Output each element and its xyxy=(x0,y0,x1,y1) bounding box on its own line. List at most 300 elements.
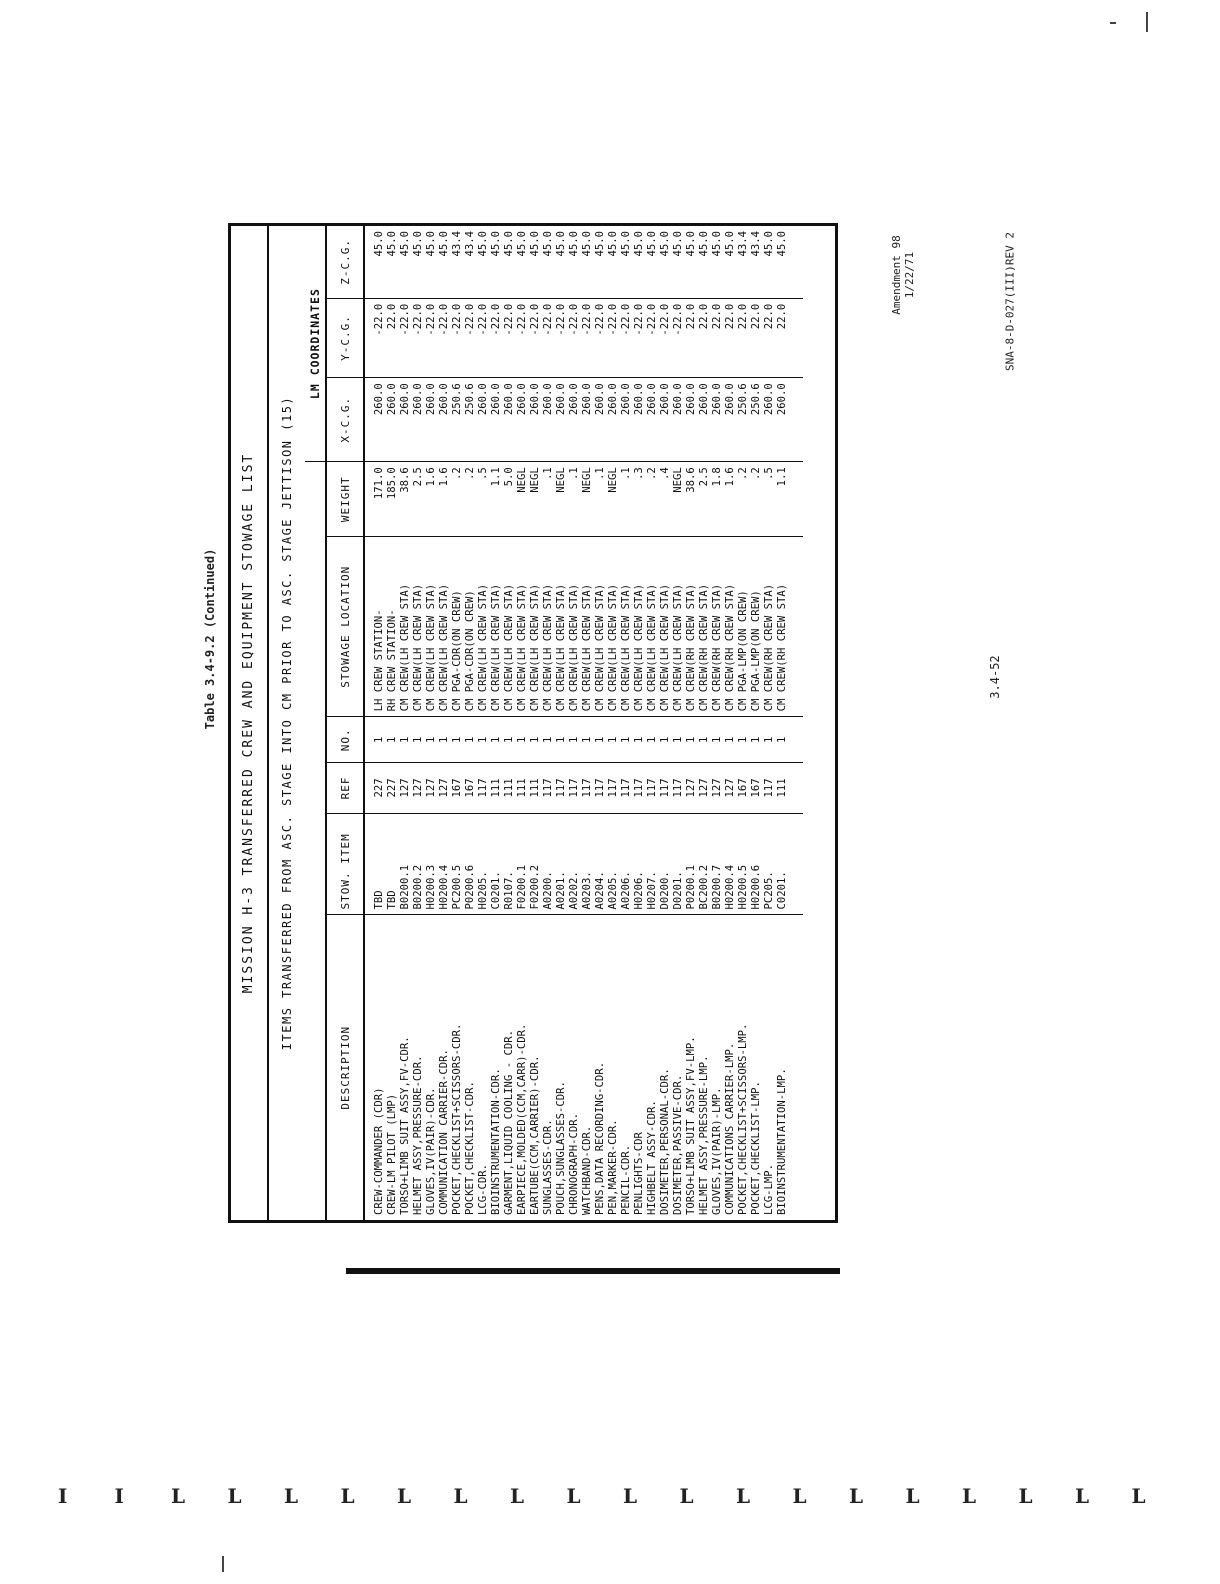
row-ref: 127 xyxy=(438,763,451,813)
scan-mark: L xyxy=(1018,1484,1033,1508)
row-weight: NEGL xyxy=(607,462,620,537)
row-ref: 117 xyxy=(477,763,490,813)
row-ref: 117 xyxy=(620,763,633,813)
row-z-cg: 43.4 xyxy=(451,231,463,257)
row-y-cg: -22.0 xyxy=(464,298,477,377)
row-description: BIOINSTRUMENTATION-LMP. xyxy=(776,915,789,1220)
stowage-table xyxy=(228,223,838,1223)
row-location: CM CREW(RH CREW STA) xyxy=(724,537,737,717)
row-no: 1 xyxy=(464,717,477,763)
document-number: SNA-8-D-027(III)REV 2 xyxy=(1003,231,1017,372)
scan-mark: L xyxy=(284,1484,299,1508)
row-y-cg: -22.0 xyxy=(529,298,542,377)
row-z-cg: 43.4 xyxy=(737,231,749,257)
row-ref: 127 xyxy=(425,763,438,813)
row-weight: .1 xyxy=(620,462,633,537)
row-location: CM CREW(LH CREW STA) xyxy=(438,537,451,717)
row-y-cg: -22.0 xyxy=(490,298,503,377)
row-y-cg: -22.0 xyxy=(581,298,594,377)
row-z-cg: 45.0 xyxy=(581,231,593,257)
row-location: CM CREW(RH CREW STA) xyxy=(711,537,724,717)
scan-mark: L xyxy=(623,1484,638,1508)
row-x-cg: 260.0 xyxy=(503,378,516,462)
row-x-cg: 260.0 xyxy=(659,378,672,462)
row-weight: .2 xyxy=(464,462,477,537)
row-x-cg: 260.0 xyxy=(438,378,451,462)
table-row xyxy=(620,226,633,1220)
row-x-cg: 260.0 xyxy=(594,378,607,462)
row-ref: 227 xyxy=(364,763,386,813)
row-x-cg: 260.0 xyxy=(633,378,646,462)
row-stow-item: R0107. xyxy=(503,813,516,915)
row-z-cg: 45.0 xyxy=(529,231,541,257)
row-location: CM CREW(RH CREW STA) xyxy=(776,537,789,717)
row-ref: 111 xyxy=(776,763,789,813)
row-description: CREW-LM PILOT (LMP) xyxy=(386,915,399,1220)
amendment-note xyxy=(890,220,916,330)
row-stow-item: PC205. xyxy=(763,813,776,915)
row-no: 1 xyxy=(438,717,451,763)
table-row xyxy=(438,226,451,1220)
row-description: PENCIL-CDR. xyxy=(620,915,633,1220)
scan-mark: L xyxy=(510,1484,525,1508)
row-z-cg: 45.0 xyxy=(373,231,385,257)
row-no: 1 xyxy=(594,717,607,763)
row-location: CM CREW(LH CREW STA) xyxy=(672,537,685,717)
table-row xyxy=(386,226,399,1220)
row-ref: 167 xyxy=(737,763,750,813)
row-ref: 227 xyxy=(386,763,399,813)
table-row xyxy=(737,226,750,1220)
table-row xyxy=(425,226,438,1220)
col-location: STOWAGE LOCATION xyxy=(326,537,364,717)
row-no: 1 xyxy=(399,717,412,763)
row-no: 1 xyxy=(763,717,776,763)
row-stow-item: P0200.1 xyxy=(685,813,698,915)
row-location: CM CREW(LH CREW STA) xyxy=(529,537,542,717)
col-no: NO. xyxy=(326,717,364,763)
row-z-cg: 45.0 xyxy=(724,231,736,257)
row-z-cg: 45.0 xyxy=(594,231,606,257)
scan-mark: L xyxy=(792,1484,807,1508)
table-row xyxy=(659,226,672,1220)
row-stow-item: A0203. xyxy=(581,813,594,915)
scan-mark: L xyxy=(905,1484,920,1508)
row-description: EARPIECE,MOLDED(CCM,CARR)-CDR. xyxy=(516,915,529,1220)
col-z-cg: Z-C.G. xyxy=(326,226,364,298)
table-row xyxy=(776,226,789,1220)
row-weight: 1.1 xyxy=(490,462,503,537)
row-location: CM PGA-LMP(ON CREW) xyxy=(737,537,750,717)
row-stow-item: H0200.5 xyxy=(737,813,750,915)
row-x-cg: 260.0 xyxy=(672,378,685,462)
row-x-cg: 260.0 xyxy=(711,378,724,462)
scan-mark: L xyxy=(849,1484,864,1508)
row-location: CM CREW(LH CREW STA) xyxy=(503,537,516,717)
row-weight: .2 xyxy=(737,462,750,537)
row-stow-item: PC200.5 xyxy=(451,813,464,915)
row-no: 1 xyxy=(607,717,620,763)
row-ref: 127 xyxy=(711,763,724,813)
row-y-cg: -22.0 xyxy=(659,298,672,377)
row-location: CM CREW(LH CREW STA) xyxy=(425,537,438,717)
row-z-cg: 43.4 xyxy=(750,231,762,257)
row-no: 1 xyxy=(490,717,503,763)
row-description: BIOINSTRUMENTATION-CDR. xyxy=(490,915,503,1220)
row-y-cg: -22.0 xyxy=(516,298,529,377)
row-weight: .2 xyxy=(646,462,659,537)
row-z-cg: 45.0 xyxy=(438,231,450,257)
row-description: PENLIGHTS-CDR xyxy=(633,915,646,1220)
row-no: 1 xyxy=(646,717,659,763)
row-weight: 1.6 xyxy=(438,462,451,537)
row-ref: 117 xyxy=(607,763,620,813)
row-z-cg: 45.0 xyxy=(516,231,528,257)
table-row xyxy=(477,226,490,1220)
table-title: MISSION H-3 TRANSFERRED CREW AND EQUIPMENT STOWAGE LIST xyxy=(231,226,269,1220)
row-description: HELMET ASSY,PRESSURE-LMP. xyxy=(698,915,711,1220)
row-location: CM CREW(LH CREW STA) xyxy=(594,537,607,717)
row-description: HIGHBELT ASSY-CDR. xyxy=(646,915,659,1220)
table-row xyxy=(529,226,542,1220)
row-y-cg: -22.0 xyxy=(542,298,555,377)
lm-coordinates-header: LM COORDINATES xyxy=(305,226,326,462)
row-description: COMMUNICATIONS CARRIER-LMP. xyxy=(724,915,737,1220)
row-ref: 117 xyxy=(568,763,581,813)
row-stow-item: H0205. xyxy=(477,813,490,915)
row-z-cg: 43.4 xyxy=(464,231,476,257)
row-description: GLOVES,IV(PAIR)-CDR. xyxy=(425,915,438,1220)
row-x-cg: 260.0 xyxy=(399,378,412,462)
row-description: DOSIMETER,PERSONAL-CDR. xyxy=(659,915,672,1220)
row-ref: 117 xyxy=(542,763,555,813)
row-ref: 167 xyxy=(750,763,763,813)
row-stow-item: H0200.3 xyxy=(425,813,438,915)
row-weight: .5 xyxy=(763,462,776,537)
row-no: 1 xyxy=(581,717,594,763)
row-y-cg: 22.0 xyxy=(685,298,698,377)
table-row xyxy=(490,226,503,1220)
row-description: DOSIMETER,PASSIVE-CDR. xyxy=(672,915,685,1220)
bottom-scan-marks xyxy=(58,1484,1146,1508)
row-x-cg: 260.0 xyxy=(542,378,555,462)
row-ref: 117 xyxy=(659,763,672,813)
row-y-cg: -22.0 xyxy=(412,298,425,377)
row-ref: 127 xyxy=(412,763,425,813)
row-y-cg: -22.0 xyxy=(672,298,685,377)
row-x-cg: 250.6 xyxy=(750,378,763,462)
row-description: POCKET,CHECKLIST+SCISSORS-CDR. xyxy=(451,915,464,1220)
row-y-cg: 22.0 xyxy=(750,298,763,377)
row-description: PENS,DATA RECORDING-CDR. xyxy=(594,915,607,1220)
scan-mark: L xyxy=(453,1484,468,1508)
table-row xyxy=(724,226,737,1220)
row-description: PEN,MARKER-CDR. xyxy=(607,915,620,1220)
row-y-cg: 22.0 xyxy=(763,298,776,377)
row-no: 1 xyxy=(776,717,789,763)
row-ref: 117 xyxy=(763,763,776,813)
row-location: CM CREW(RH CREW STA) xyxy=(698,537,711,717)
table-row xyxy=(451,226,464,1220)
scan-mark: L xyxy=(736,1484,751,1508)
page-rule xyxy=(346,1268,840,1274)
table-row xyxy=(750,226,763,1220)
scan-mark: L xyxy=(340,1484,355,1508)
table-subtitle: ITEMS TRANSFERRED FROM ASC. STAGE INTO CM PRIOR TO ASC. STAGE JETTISON (15) xyxy=(280,395,294,1051)
row-x-cg: 250.6 xyxy=(451,378,464,462)
amendment-date: 1/22/71 xyxy=(903,251,916,299)
row-location: CM CREW(LH CREW STA) xyxy=(568,537,581,717)
row-y-cg: -22.0 xyxy=(646,298,659,377)
row-x-cg: 260.0 xyxy=(763,378,776,462)
row-x-cg: 250.6 xyxy=(464,378,477,462)
scan-mark: I xyxy=(58,1484,68,1508)
row-z-cg: 45.0 xyxy=(542,231,554,257)
row-stow-item: H0200.4 xyxy=(724,813,737,915)
scan-mark: L xyxy=(962,1484,977,1508)
row-description: GLOVES,IV(PAIR)-LMP. xyxy=(711,915,724,1220)
row-description: SUNGLASSES-CDR. xyxy=(542,915,555,1220)
row-z-cg: 45.0 xyxy=(607,231,619,257)
row-no: 1 xyxy=(724,717,737,763)
row-ref: 111 xyxy=(490,763,503,813)
row-y-cg: -22.0 xyxy=(620,298,633,377)
scan-mark: L xyxy=(1075,1484,1090,1508)
row-x-cg: 260.0 xyxy=(364,378,386,462)
row-y-cg: -22.0 xyxy=(425,298,438,377)
row-stow-item: C0201. xyxy=(776,813,789,915)
row-x-cg: 260.0 xyxy=(685,378,698,462)
row-location: CM CREW(LH CREW STA) xyxy=(399,537,412,717)
row-no: 1 xyxy=(542,717,555,763)
row-location: CM CREW(RH CREW STA) xyxy=(685,537,698,717)
row-weight: 185.0 xyxy=(386,462,399,537)
scan-artifact xyxy=(222,1556,224,1572)
row-weight: 1.6 xyxy=(724,462,737,537)
row-y-cg: 22.0 xyxy=(724,298,737,377)
row-stow-item: A0204. xyxy=(594,813,607,915)
row-weight: 5.0 xyxy=(503,462,516,537)
row-z-cg: 45.0 xyxy=(698,231,710,257)
row-stow-item: C0201. xyxy=(490,813,503,915)
table-row xyxy=(633,226,646,1220)
row-location: CM CREW(LH CREW STA) xyxy=(607,537,620,717)
row-x-cg: 260.0 xyxy=(646,378,659,462)
scan-mark: L xyxy=(566,1484,581,1508)
row-weight: 38.6 xyxy=(685,462,698,537)
row-z-cg: 45.0 xyxy=(672,231,684,257)
row-no: 1 xyxy=(364,717,386,763)
row-z-cg: 45.0 xyxy=(620,231,632,257)
row-stow-item: BC200.2 xyxy=(698,813,711,915)
row-stow-item: F0200.1 xyxy=(516,813,529,915)
row-location: CM CREW(LH CREW STA) xyxy=(555,537,568,717)
row-weight: .2 xyxy=(451,462,464,537)
row-y-cg: -22.0 xyxy=(633,298,646,377)
row-x-cg: 260.0 xyxy=(776,378,789,462)
row-ref: 167 xyxy=(451,763,464,813)
table-row xyxy=(581,226,594,1220)
row-weight: 1.6 xyxy=(425,462,438,537)
row-stow-item: A0200. xyxy=(542,813,555,915)
row-y-cg: -22.0 xyxy=(594,298,607,377)
row-z-cg: 45.0 xyxy=(386,231,398,257)
row-y-cg: 22.0 xyxy=(711,298,724,377)
row-ref: 117 xyxy=(646,763,659,813)
row-location: RH CREW STATION- xyxy=(386,537,399,717)
row-y-cg: -22.0 xyxy=(568,298,581,377)
row-weight: 171.0 xyxy=(364,462,386,537)
row-weight: NEGL xyxy=(581,462,594,537)
row-x-cg: 260.0 xyxy=(529,378,542,462)
row-stow-item: B0200.2 xyxy=(412,813,425,915)
row-ref: 127 xyxy=(685,763,698,813)
row-no: 1 xyxy=(659,717,672,763)
row-no: 1 xyxy=(412,717,425,763)
row-no: 1 xyxy=(477,717,490,763)
row-y-cg: 22.0 xyxy=(698,298,711,377)
row-ref: 127 xyxy=(399,763,412,813)
row-description: COMMUNICATION CARRIER-CDR. xyxy=(438,915,451,1220)
row-weight: NEGL xyxy=(672,462,685,537)
row-description: LCG-CDR. xyxy=(477,915,490,1220)
row-z-cg: 45.0 xyxy=(399,231,411,257)
row-ref: 127 xyxy=(698,763,711,813)
row-y-cg: -22.0 xyxy=(438,298,451,377)
row-weight: .1 xyxy=(542,462,555,537)
row-weight: 2.5 xyxy=(698,462,711,537)
row-ref: 167 xyxy=(464,763,477,813)
row-weight: .1 xyxy=(594,462,607,537)
amendment-line: Amendment 98 xyxy=(890,235,903,315)
col-ref: REF xyxy=(326,763,364,813)
row-x-cg: 260.0 xyxy=(516,378,529,462)
row-description: GARMENT,LIQUID COOLING - CDR. xyxy=(503,915,516,1220)
row-stow-item: F0200.2 xyxy=(529,813,542,915)
row-stow-item: B0200.7 xyxy=(711,813,724,915)
row-stow-item: A0205. xyxy=(607,813,620,915)
row-stow-item: TBD xyxy=(386,813,399,915)
row-weight: .3 xyxy=(633,462,646,537)
row-no: 1 xyxy=(568,717,581,763)
scan-mark: L xyxy=(397,1484,412,1508)
row-z-cg: 45.0 xyxy=(477,231,489,257)
row-x-cg: 260.0 xyxy=(568,378,581,462)
row-weight: .1 xyxy=(568,462,581,537)
row-y-cg: -22.0 xyxy=(607,298,620,377)
row-description: WATCHBAND-CDR. xyxy=(581,915,594,1220)
row-z-cg: 45.0 xyxy=(763,231,775,257)
row-description: POCKET,CHECKLIST-LMP. xyxy=(750,915,763,1220)
row-description: POCKET,CHECKLIST+SCISSORS-LMP. xyxy=(737,915,750,1220)
row-y-cg: -22.0 xyxy=(555,298,568,377)
row-description: POCKET,CHECKLIST-CDR. xyxy=(464,915,477,1220)
row-no: 1 xyxy=(698,717,711,763)
table-row xyxy=(763,226,776,1220)
page-number: 3.4-52 xyxy=(988,655,1002,699)
table-row xyxy=(542,226,555,1220)
row-location: CM PGA-CDR(ON CREW) xyxy=(464,537,477,717)
row-location: CM PGA-CDR(ON CREW) xyxy=(451,537,464,717)
table-row xyxy=(646,226,659,1220)
table-row xyxy=(503,226,516,1220)
col-x-cg: X-C.G. xyxy=(326,378,364,462)
row-y-cg: -22.0 xyxy=(451,298,464,377)
row-x-cg: 250.6 xyxy=(737,378,750,462)
row-z-cg: 45.0 xyxy=(490,231,502,257)
row-x-cg: 260.0 xyxy=(386,378,399,462)
col-stow-item: STOW. ITEM xyxy=(326,813,364,915)
scan-artifact xyxy=(1110,22,1116,24)
row-location: CM CREW(LH CREW STA) xyxy=(620,537,633,717)
row-stow-item: B0200.1 xyxy=(399,813,412,915)
row-z-cg: 45.0 xyxy=(503,231,515,257)
row-z-cg: 45.0 xyxy=(425,231,437,257)
table-row xyxy=(607,226,620,1220)
row-stow-item: A0202. xyxy=(568,813,581,915)
row-weight: 2.5 xyxy=(412,462,425,537)
row-description: CREW-COMMANDER (CDR) xyxy=(364,915,386,1220)
row-weight: .4 xyxy=(659,462,672,537)
scan-mark: I xyxy=(114,1484,124,1508)
table-row xyxy=(364,226,386,1220)
row-description: CHRONOGRAPH-CDR. xyxy=(568,915,581,1220)
row-location: LH CREW STATION- xyxy=(364,537,386,717)
row-description: LCG-LMP. xyxy=(763,915,776,1220)
row-ref: 111 xyxy=(529,763,542,813)
col-weight: WEIGHT xyxy=(326,462,364,537)
row-no: 1 xyxy=(633,717,646,763)
row-weight: .5 xyxy=(477,462,490,537)
row-description: HELMET ASSY,PRESSURE-CDR. xyxy=(412,915,425,1220)
table-row xyxy=(412,226,425,1220)
row-x-cg: 260.0 xyxy=(490,378,503,462)
row-ref: 111 xyxy=(516,763,529,813)
row-no: 1 xyxy=(425,717,438,763)
row-y-cg: 22.0 xyxy=(386,298,399,377)
row-z-cg: 45.0 xyxy=(685,231,697,257)
row-z-cg: 45.0 xyxy=(711,231,723,257)
scan-mark: L xyxy=(227,1484,242,1508)
table-row xyxy=(464,226,477,1220)
row-x-cg: 260.0 xyxy=(724,378,737,462)
row-stow-item: D0200. xyxy=(659,813,672,915)
table-row xyxy=(685,226,698,1220)
row-description: TORSO+LIMB SUIT ASSY,FV-LMP. xyxy=(685,915,698,1220)
row-description: POUCH,SUNGLASSES-CDR. xyxy=(555,915,568,1220)
row-no: 1 xyxy=(737,717,750,763)
table-caption: Table 3.4-9.2 (Continued) xyxy=(203,548,217,730)
table-row xyxy=(568,226,581,1220)
row-stow-item: H0207. xyxy=(646,813,659,915)
table-row xyxy=(594,226,607,1220)
row-ref: 117 xyxy=(633,763,646,813)
row-weight: NEGL xyxy=(529,462,542,537)
row-ref: 117 xyxy=(581,763,594,813)
row-y-cg: 22.0 xyxy=(737,298,750,377)
table-row xyxy=(555,226,568,1220)
row-x-cg: 260.0 xyxy=(698,378,711,462)
row-stow-item: H0200.4 xyxy=(438,813,451,915)
table-row xyxy=(516,226,529,1220)
row-z-cg: 45.0 xyxy=(646,231,658,257)
row-no: 1 xyxy=(386,717,399,763)
row-stow-item: H0206. xyxy=(633,813,646,915)
stowage-grid xyxy=(305,226,803,1220)
row-no: 1 xyxy=(555,717,568,763)
row-description: EARTUBE(CCM,CARRIER)-CDR. xyxy=(529,915,542,1220)
row-x-cg: 260.0 xyxy=(581,378,594,462)
